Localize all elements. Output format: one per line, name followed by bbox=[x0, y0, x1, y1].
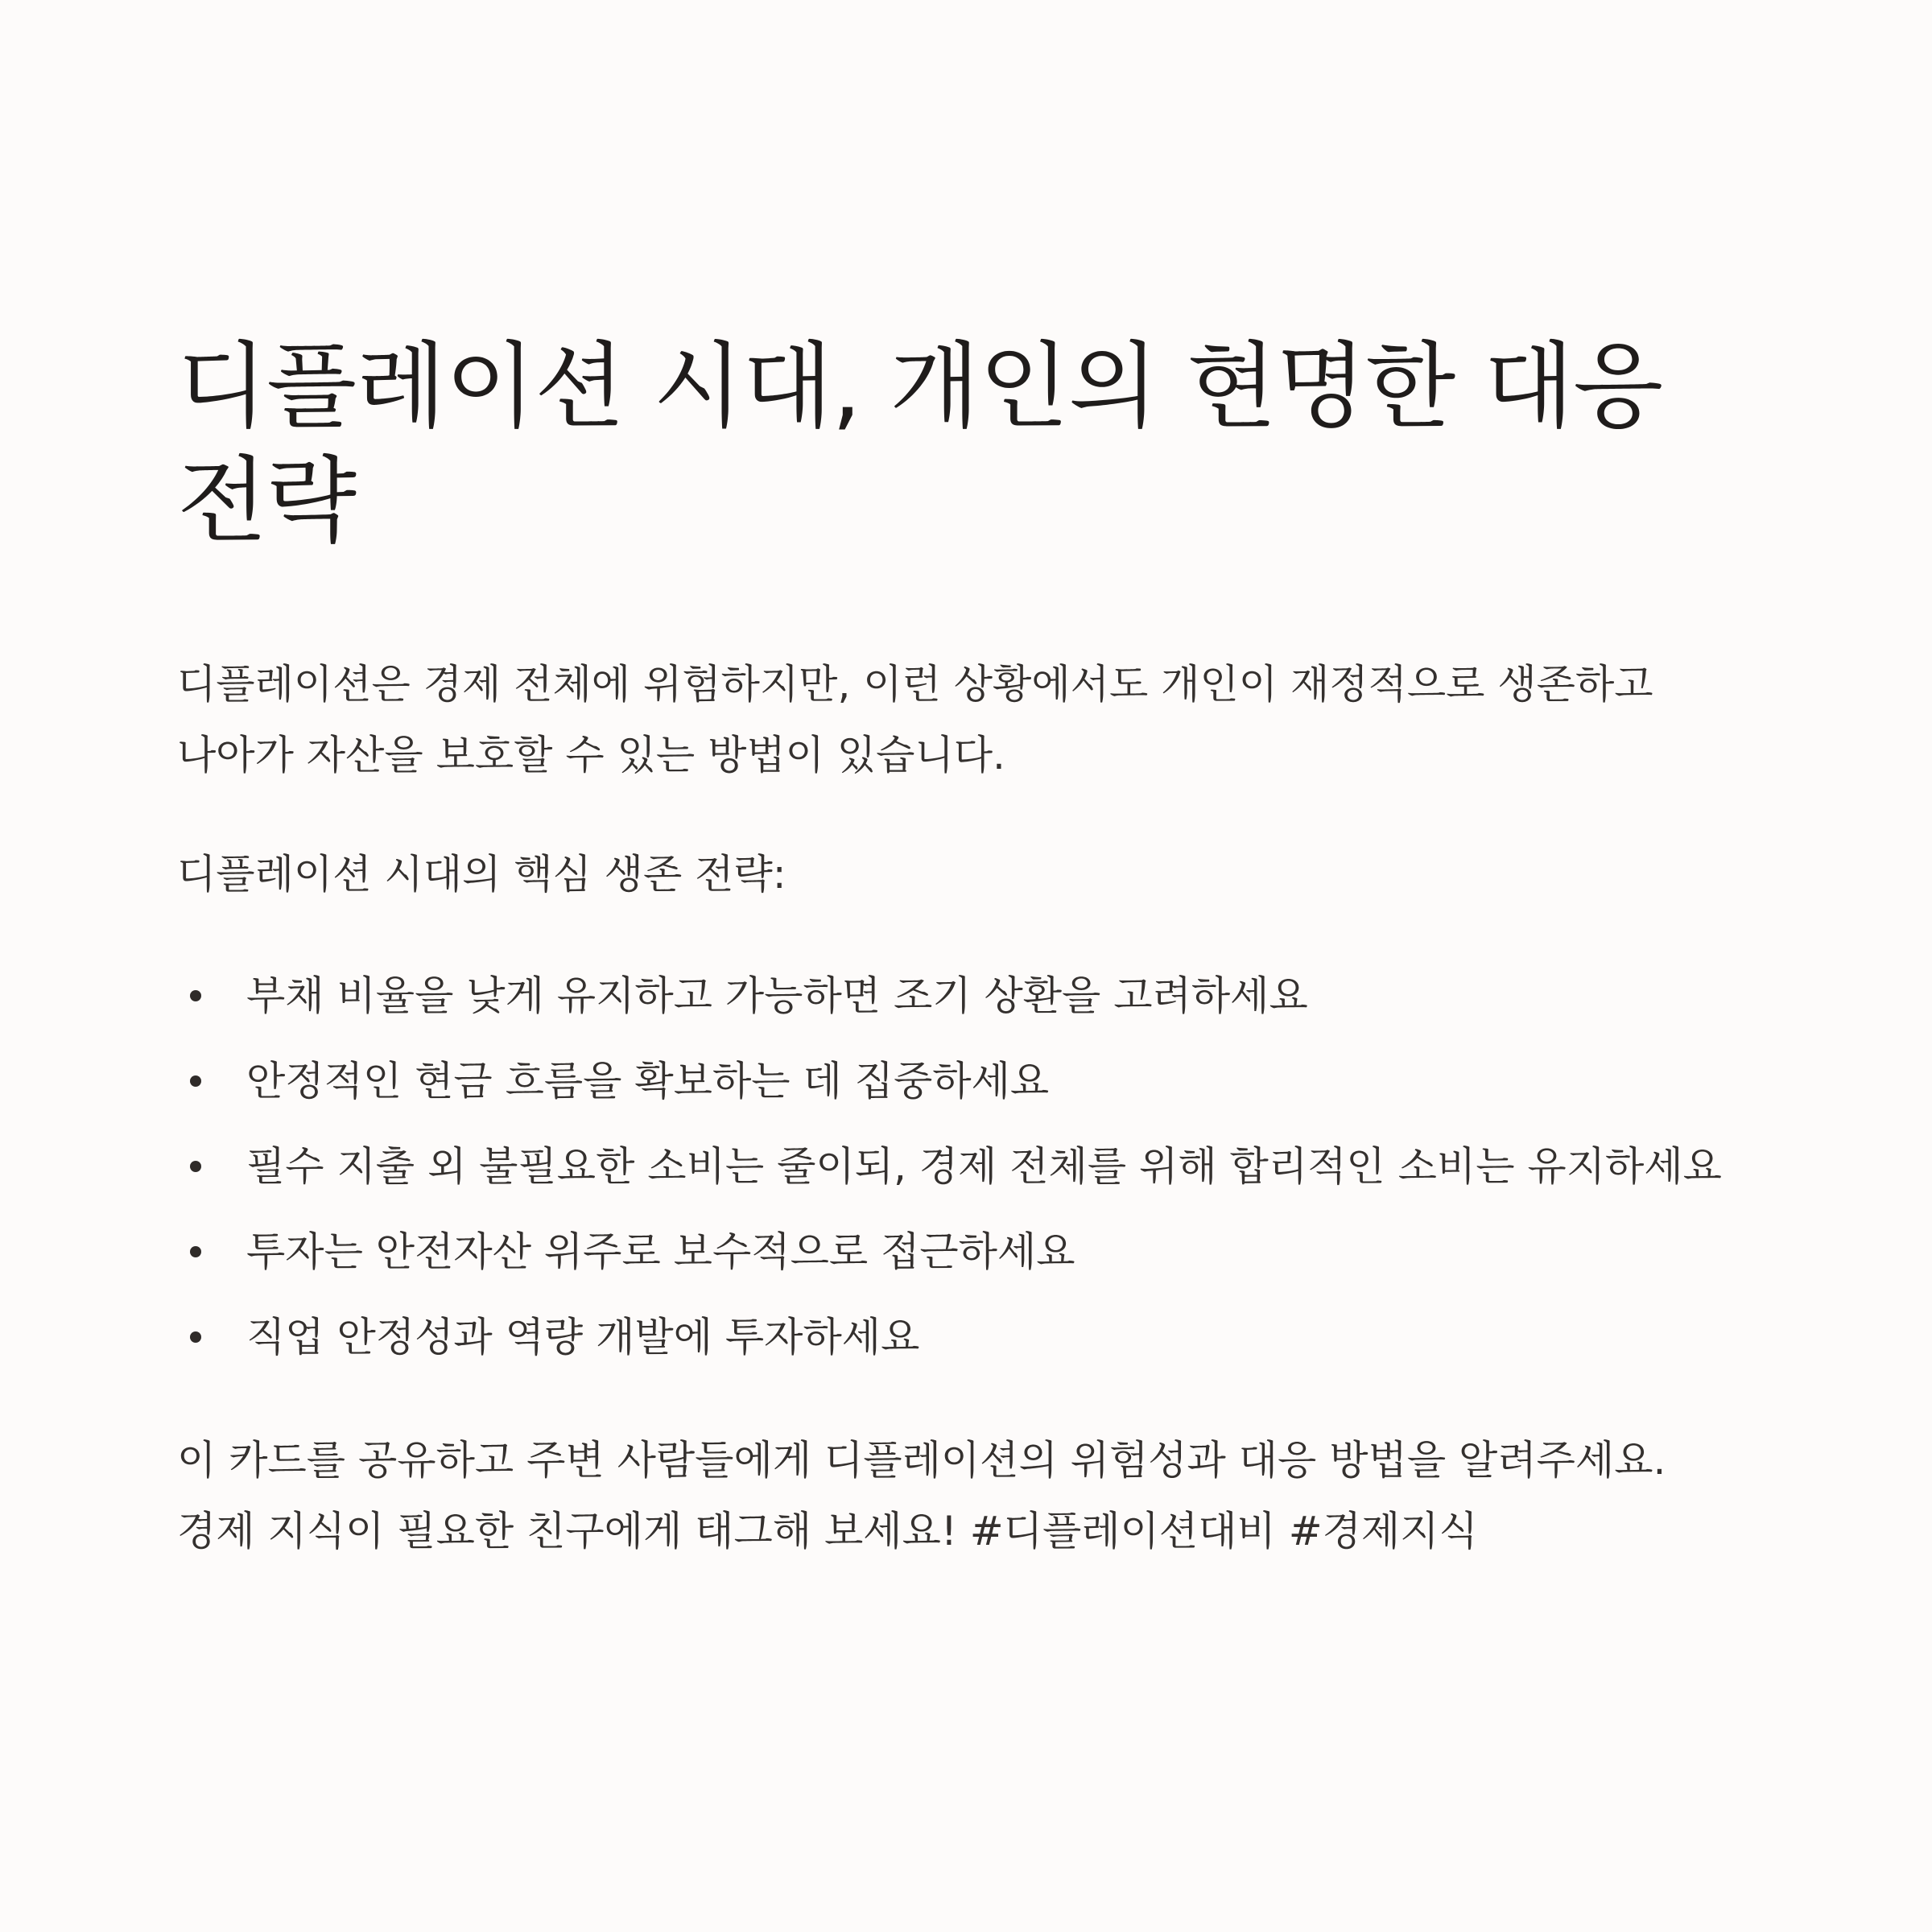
list-item-text: 필수 지출 외 불필요한 소비는 줄이되, 경제 전체를 위해 합리적인 소비는 유지하세요 bbox=[246, 1143, 1722, 1190]
list-item-text: 직업 안정성과 역량 개발에 투자하세요 bbox=[246, 1314, 920, 1360]
bullet-icon bbox=[190, 1246, 201, 1257]
bullet-icon bbox=[190, 1161, 201, 1172]
list-item bbox=[177, 1209, 1755, 1294]
list-item-text: 부채 비율을 낮게 유지하고 가능하면 조기 상환을 고려하세요 bbox=[246, 972, 1308, 1019]
list-item bbox=[177, 1294, 1755, 1380]
strategy-list bbox=[177, 953, 1755, 1380]
list-item bbox=[177, 953, 1755, 1038]
list-item bbox=[177, 1038, 1755, 1124]
list-item bbox=[177, 1124, 1755, 1209]
bullet-icon bbox=[190, 1331, 201, 1343]
list-item-text: 안정적인 현금 흐름을 확보하는 데 집중하세요 bbox=[246, 1058, 1050, 1104]
bullet-icon bbox=[190, 990, 201, 1001]
bullet-icon bbox=[190, 1075, 201, 1087]
card-title: 디플레이션 시대, 개인의 현명한 대응 전략 bbox=[177, 332, 1663, 555]
intro-paragraph: 디플레이션은 경제 전체에 위험하지만, 이런 상황에서도 개인이 재정적으로 생존하고 나아가 자산을 보호할 수 있는 방법이 있습니다. bbox=[177, 661, 1653, 778]
strategies-heading: 디플레이션 시대의 핵심 생존 전략: bbox=[177, 851, 786, 898]
share-call-to-action: 이 카드를 공유하고 주변 사람들에게 디플레이션의 위험성과 대응 방법을 알려주세요. 경제 지식이 필요한 친구에게 태그해 보세요! #디플레이션대비 #경제지식 bbox=[177, 1437, 1666, 1554]
list-item-text: 투자는 안전자산 위주로 보수적으로 접근하세요 bbox=[246, 1228, 1075, 1275]
